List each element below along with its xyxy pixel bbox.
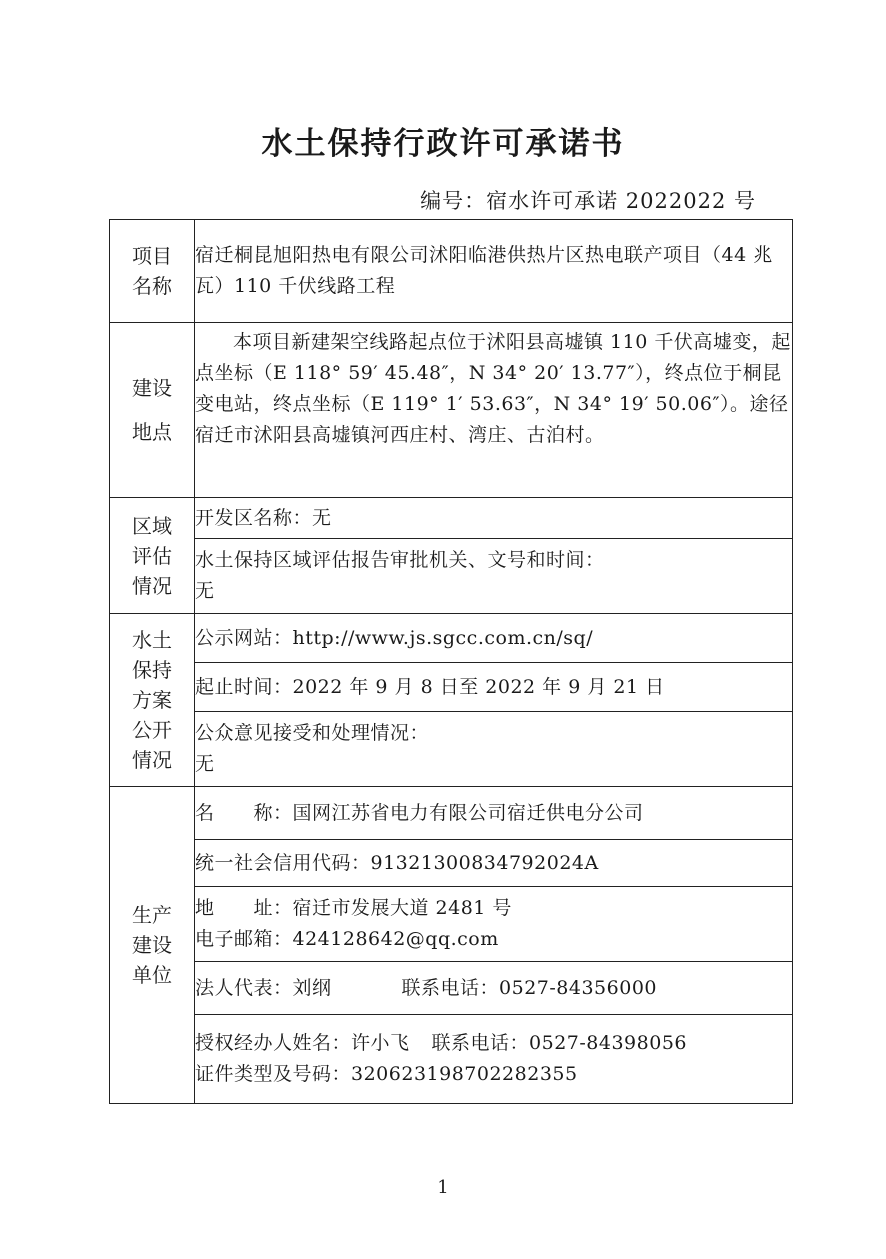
unit-label: 生产 建设 单位 [110, 787, 195, 1104]
disclosure-row-1 [110, 614, 793, 663]
dev-zone-value: 开发区名称：无 [195, 498, 793, 539]
unit-name: 名 称：国网江苏省电力有限公司宿迁供电分公司 [195, 787, 793, 840]
unit-address-email-cell [195, 887, 793, 962]
regional-label: 区域 评估 情况 [110, 498, 195, 614]
project-label: 项目 名称 [110, 220, 195, 323]
disclosure-row-3 [110, 712, 793, 787]
unit-legal-rep: 法人代表：刘纲 [195, 976, 332, 999]
unit-row-2 [110, 840, 793, 887]
disclosure-website: 公示网站：http://www.js.sgcc.com.cn/sq/ [195, 614, 793, 663]
unit-row-3 [110, 887, 793, 962]
regional-report-cell: 水土保持区域评估报告审批机关、文号和时间： 无 [195, 539, 793, 614]
regional-row-2 [110, 539, 793, 614]
disclosure-row-2 [110, 663, 793, 712]
unit-credit-code: 统一社会信用代码：91321300834792024A [195, 840, 793, 887]
unit-row-4 [110, 962, 793, 1015]
project-name-value: 宿迁桐昆旭阳热电有限公司沭阳临港供热片区热电联产项目（44 兆瓦）110 千伏线路工程 [195, 220, 793, 323]
location-label: 建设 地点 [110, 323, 195, 498]
location-row [110, 323, 793, 498]
unit-row-5 [110, 1015, 793, 1104]
commitment-form-table [109, 219, 793, 1104]
unit-email: 电子邮箱：424128642@qq.com [195, 928, 499, 950]
disclosure-period: 起止时间：2022 年 9 月 8 日至 2022 年 9 月 21 日 [195, 663, 793, 712]
unit-id-number: 证件类型及号码：320623198702282355 [195, 1063, 578, 1085]
unit-legal-cell [195, 962, 793, 1015]
disclosure-label: 水土 保持 方案 公开 情况 [110, 614, 195, 787]
unit-agent-phone: 联系电话：0527-84398056 [431, 1032, 687, 1054]
unit-row-1 [110, 787, 793, 840]
location-value: 本项目新建架空线路起点位于沭阳县高墟镇 110 千伏高墟变，起点坐标（E 118° 59′ 45.48″，N 34° 20′ 13.77″），终点位于桐昆变电站，终点坐标（E 119° 1′ 53.63″，N 34° 19′ 50.06″）。途径宿迁市沭阳县高墟镇河西庄村、湾庄、古泊村。 [195, 323, 793, 498]
project-row [110, 220, 793, 323]
disclosure-opinion-cell: 公众意见接受和处理情况： 无 [195, 712, 793, 787]
unit-legal-phone: 联系电话：0527-84356000 [401, 976, 657, 999]
unit-address: 地 址：宿迁市发展大道 2481 号 [195, 897, 512, 919]
document-title: 水土保持行政许可承诺书 [261, 126, 625, 162]
page-number: 1 [437, 1177, 449, 1198]
document-number: 编号：宿水许可承诺 2022022 号 [420, 189, 756, 213]
regional-row-1 [110, 498, 793, 539]
unit-agent: 授权经办人姓名：许小飞 [195, 1032, 410, 1054]
unit-agent-cell [195, 1015, 793, 1104]
